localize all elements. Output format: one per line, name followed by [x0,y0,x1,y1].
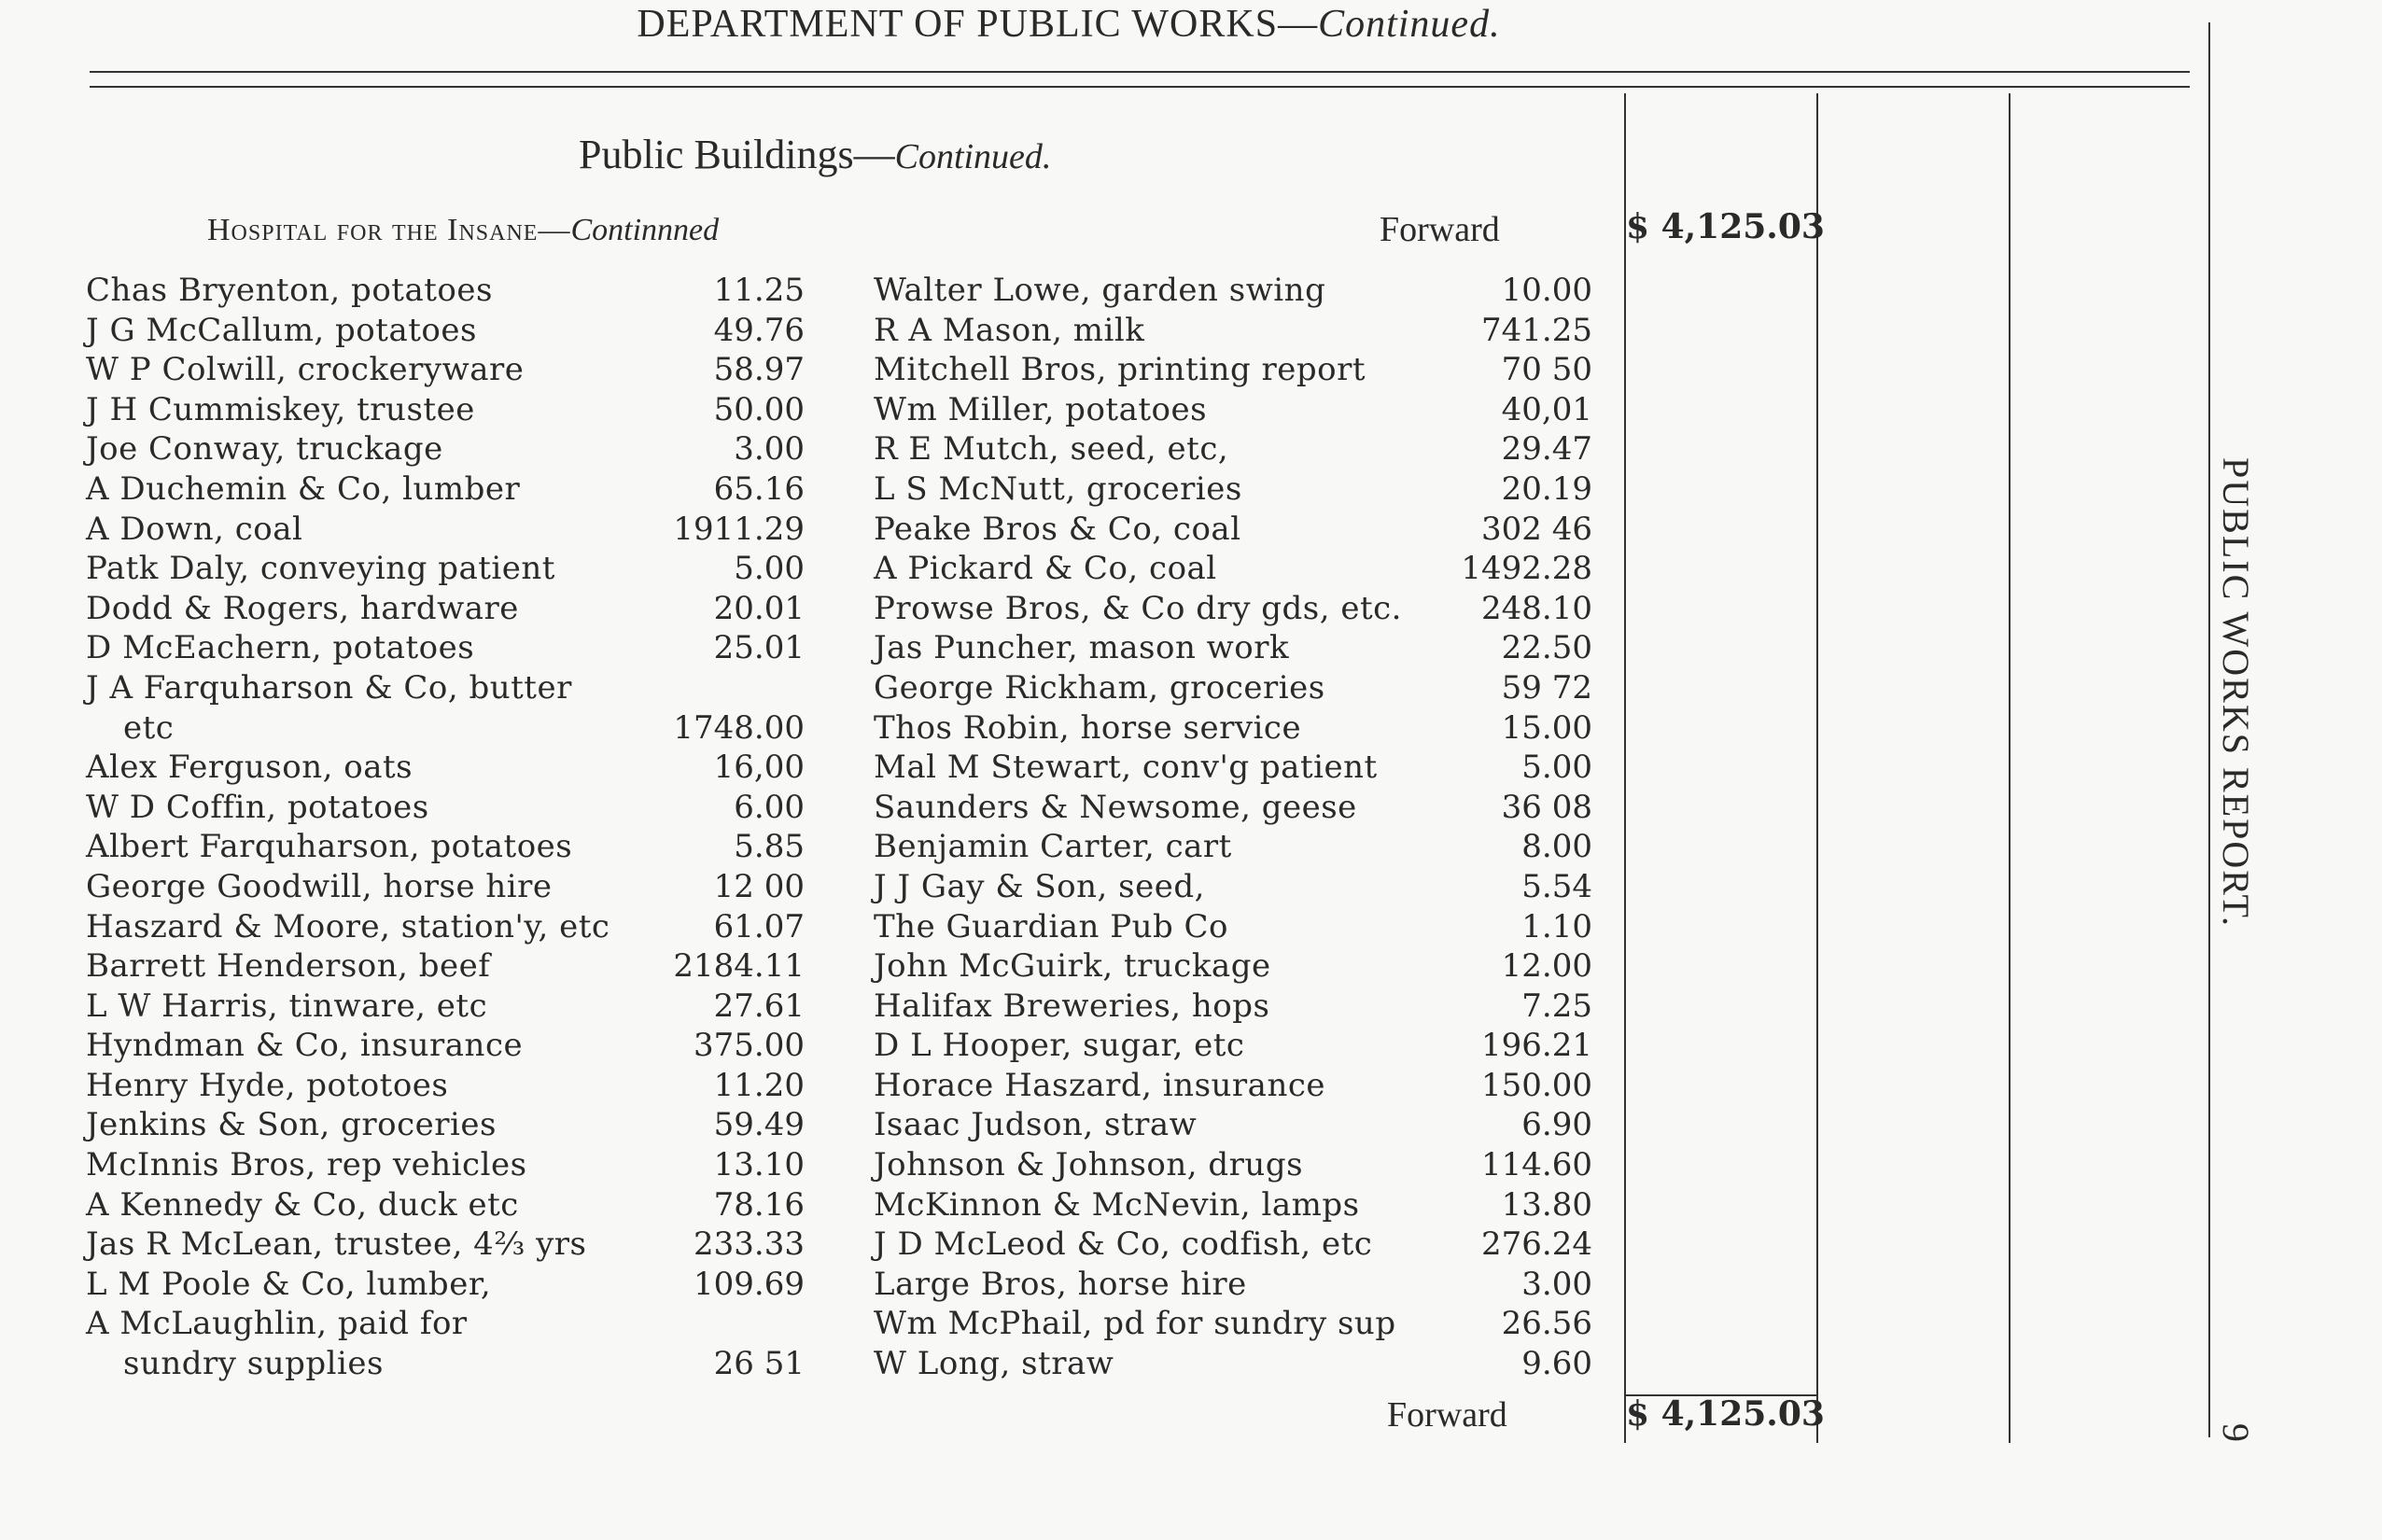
ledger-row [86,350,805,390]
entry-name: Barrett Henderson, beef [86,947,491,986]
entry-name: Jenkins & Son, groceries [86,1106,497,1144]
entry-name: Mitchell Bros, printing report [874,351,1366,389]
ledger-row [874,510,1592,550]
entry-amount: 12.00 [1501,947,1592,986]
entry-amount: 61.07 [713,907,805,945]
entry-name: etc [123,708,175,747]
ledger-row [874,1344,1592,1384]
ledger-row [874,867,1592,907]
ledger-row [874,311,1592,351]
entry-name: J G McCallum, potatoes [86,311,477,349]
entry-name: A Duchemin & Co, lumber [86,469,521,508]
entry-amount: 6.00 [734,788,805,826]
entry-amount: 302 46 [1481,510,1592,548]
entry-name: Thos Robin, horse service [874,708,1302,747]
entry-name: Prowse Bros, & Co dry gds, etc. [874,589,1402,627]
entry-amount: 59 72 [1501,668,1592,707]
entry-name: John McGuirk, truckage [874,947,1271,986]
entry-amount: 3.00 [1521,1265,1592,1303]
entry-amount: 375.00 [694,1027,805,1065]
entry-name: Patk Daly, conveying patient [86,550,555,588]
entry-name: A Down, coal [86,510,303,548]
right-entries [874,271,1592,1384]
ledger-row [86,311,805,351]
ledger-row [86,1344,805,1384]
ledger-row [86,827,805,867]
entry-name: Saunders & Newsome, geese [874,788,1357,826]
side-title: PUBLIC WORKS REPORT. [2215,457,2257,928]
entry-amount: 11.20 [713,1066,805,1104]
entry-amount: 40,01 [1501,390,1592,428]
entry-amount: 29.47 [1501,430,1592,469]
entry-amount: 741.25 [1481,311,1592,349]
subsection-title: Hospital for the Insane—Continnned [207,213,720,247]
entry-name: Dodd & Rogers, hardware [86,589,519,627]
entry-name: Large Bros, horse hire [874,1265,1247,1303]
ledger-row [874,1225,1592,1265]
ledger-row [86,1304,805,1344]
entry-amount: 78.16 [713,1185,805,1224]
column-line-3 [2009,93,2011,1443]
entry-name: Joe Conway, truckage [86,430,443,469]
entry-name: J J Gay & Son, seed, [874,867,1205,905]
entry-name: George Rickham, groceries [874,668,1325,707]
entry-amount: 65.16 [713,469,805,508]
ledger-row [874,827,1592,867]
entry-amount: 1492.28 [1461,550,1592,588]
entry-name: Jas Puncher, mason work [874,629,1290,667]
entry-amount: 6.90 [1521,1106,1592,1144]
entry-name: A Kennedy & Co, duck etc [86,1185,519,1224]
entry-amount: 58.97 [713,351,805,389]
entry-name: A McLaughlin, paid for [86,1305,468,1343]
entry-amount: 26.56 [1501,1305,1592,1343]
entry-name: The Guardian Pub Co [874,907,1229,945]
entry-amount: 22.50 [1501,629,1592,667]
ledger-row [874,1026,1592,1066]
entry-name: Horace Haszard, insurance [874,1066,1326,1104]
entry-name: D McEachern, potatoes [86,629,475,667]
entry-name: Albert Farquharson, potatoes [86,828,573,866]
ledger-row [86,1066,805,1106]
entry-amount: 27.61 [713,987,805,1025]
ledger-row [86,1105,805,1145]
entry-name: Chas Bryenton, potatoes [86,272,493,309]
entry-amount: 1911.29 [673,510,805,548]
entry-amount: 25.01 [713,629,805,667]
ledger-row [874,668,1592,708]
page-header [0,2,2137,47]
header-title: DEPARTMENT OF PUBLIC WORKS— [637,3,1319,46]
entry-name: Isaac Judson, straw [874,1106,1198,1144]
entry-amount: 5.00 [1521,749,1592,787]
entry-name: D L Hooper, sugar, etc [874,1027,1245,1065]
ledger-row [86,668,805,708]
page-number: 9 [2215,1423,2257,1442]
ledger-row [86,708,805,749]
entry-name: Peake Bros & Co, coal [874,510,1241,548]
entry-amount: 20.01 [713,589,805,627]
entry-amount: 196.21 [1481,1027,1592,1065]
subsection-continued: Continnned [570,213,720,247]
entry-amount: 2184.11 [673,947,805,986]
ledger-row [874,946,1592,987]
ledger-row [874,1265,1592,1305]
entry-amount: 276.24 [1481,1225,1592,1264]
ledger-row [874,1105,1592,1145]
entry-amount: 16,00 [713,749,805,787]
entry-amount: 5.00 [734,550,805,588]
ledger-row [874,987,1592,1027]
ledger-row [874,708,1592,749]
ledger-row [874,350,1592,390]
entry-name: Wm McPhail, pd for sundry sup [874,1305,1396,1343]
entry-amount: 114.60 [1481,1146,1592,1184]
column-line-2 [1816,93,1818,1443]
entry-name: J H Cummiskey, trustee [86,390,475,428]
entry-name: Hyndman & Co, insurance [86,1027,524,1065]
entry-name: McInnis Bros, rep vehicles [86,1146,527,1184]
entry-amount: 11.25 [713,272,805,309]
entry-amount: 248.10 [1481,589,1592,627]
ledger-row [874,628,1592,668]
entry-name: W P Colwill, crockeryware [86,351,525,389]
entry-amount: 7.25 [1521,987,1592,1025]
ledger-row [86,469,805,510]
entry-name: R A Mason, milk [874,311,1145,349]
forward-bottom-label: Forward [1387,1395,1507,1435]
entry-amount: 12 00 [713,867,805,905]
column-line-1 [1624,93,1626,1443]
entry-name: Johnson & Johnson, drugs [874,1146,1304,1184]
ledger-row [86,946,805,987]
entry-amount: 26 51 [713,1345,805,1383]
entry-amount: 109.69 [694,1265,805,1303]
ledger-row [86,987,805,1027]
ledger-row [86,867,805,907]
entry-name: J D McLeod & Co, codfish, etc [874,1225,1373,1264]
ledger-row [874,1304,1592,1344]
entry-name: Henry Hyde, pototoes [86,1066,449,1104]
ledger-row [874,907,1592,947]
entry-amount: 36 08 [1501,788,1592,826]
ledger-row [86,628,805,668]
entry-amount: 49.76 [713,311,805,349]
ledger-row [874,271,1592,311]
header-rule-bottom [90,86,2190,88]
ledger-row [86,1185,805,1225]
ledger-row [86,1145,805,1185]
entry-name: sundry supplies [123,1345,384,1383]
ledger-row [86,271,805,311]
entry-name: Wm Miller, potatoes [874,390,1208,428]
ledger-row [86,589,805,629]
ledger-row [874,390,1592,430]
entry-name: Alex Ferguson, oats [86,749,413,787]
ledger-row [86,429,805,469]
ledger-row [874,1145,1592,1185]
entry-name: George Goodwill, horse hire [86,867,553,905]
entry-amount: 1.10 [1521,907,1592,945]
ledger-row [86,907,805,947]
entry-name: W D Coffin, potatoes [86,788,429,826]
entry-name: A Pickard & Co, coal [874,550,1217,588]
ledger-row [86,788,805,828]
ledger-row [874,589,1592,629]
entry-name: Mal M Stewart, conv'g patient [874,749,1378,787]
entry-name: Walter Lowe, garden swing [874,272,1326,309]
ledger-row [86,510,805,550]
header-rule-top [90,71,2190,73]
ledger-row [874,1066,1592,1106]
header-continued: Continued. [1318,3,1501,46]
entry-amount: 59.49 [713,1106,805,1144]
entry-name: L M Poole & Co, lumber, [86,1265,492,1303]
ledger-row [86,390,805,430]
entry-amount: 5.85 [734,828,805,866]
entry-amount: 8.00 [1521,828,1592,866]
ledger-row [874,1185,1592,1225]
entry-name: J A Farquharson & Co, butter [86,668,572,707]
entry-amount: 13.10 [713,1146,805,1184]
ledger-row [874,469,1592,510]
page-edge-line [2208,22,2210,1437]
forward-bottom-amount: $ 4,125.03 [1626,1394,1825,1434]
entry-amount: 9.60 [1521,1345,1592,1383]
entry-name: L S McNutt, groceries [874,469,1242,508]
ledger-row [86,1225,805,1265]
entry-amount: 20.19 [1501,469,1592,508]
entry-name: Jas R McLean, trustee, 4⅔ yrs [86,1225,587,1264]
entry-amount: 15.00 [1501,708,1592,747]
forward-top-label: Forward [1380,210,1500,249]
entry-name: Halifax Breweries, hops [874,987,1270,1025]
ledger-row [86,549,805,589]
section-continued: Continued. [894,137,1052,176]
entry-name: Benjamin Carter, cart [874,828,1232,866]
ledger-row [86,748,805,788]
entry-name: L W Harris, tinware, etc [86,987,488,1025]
ledger-row [874,788,1592,828]
entry-amount: 3.00 [734,430,805,469]
entry-amount: 150.00 [1481,1066,1592,1104]
entry-amount: 5.54 [1521,867,1592,905]
entry-amount: 70 50 [1501,351,1592,389]
ledger-row [874,549,1592,589]
ledger-row [86,1026,805,1066]
ledger-row [874,748,1592,788]
section-title: Public Buildings—Continued. [579,132,1052,177]
entry-name: W Long, straw [874,1345,1114,1383]
entry-name: McKinnon & McNevin, lamps [874,1185,1360,1224]
entry-amount: 13.80 [1501,1185,1592,1224]
entry-amount: 50.00 [713,390,805,428]
entry-amount: 1748.00 [673,708,805,747]
entry-amount: 10.00 [1501,272,1592,309]
ledger-row [874,429,1592,469]
entry-name: R E Mutch, seed, etc, [874,430,1229,469]
forward-top-amount: $ 4,125.03 [1626,207,1825,246]
ledger-row [86,1265,805,1305]
left-entries [86,271,805,1384]
entry-amount: 233.33 [694,1225,805,1264]
entry-name: Haszard & Moore, station'y, etc [86,907,610,945]
